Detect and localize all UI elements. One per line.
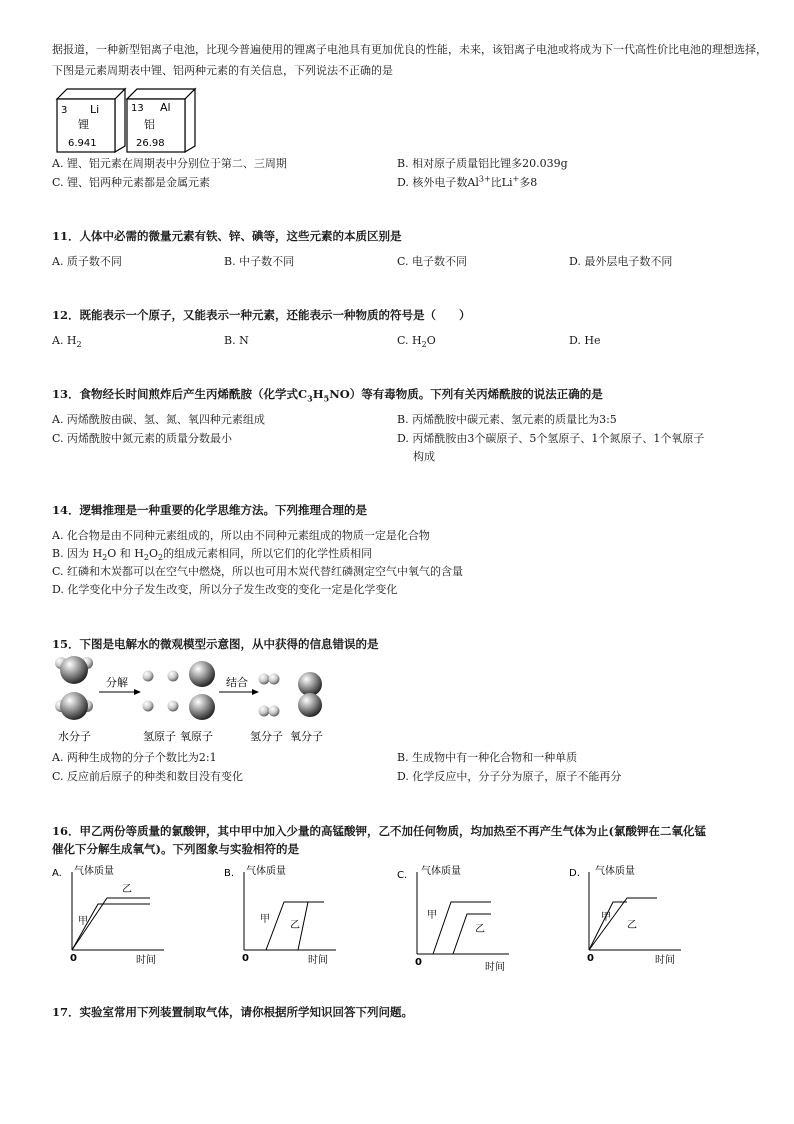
element-card-li [57, 89, 125, 152]
intro-line-1: 据报道，一种新型铝离子电池，比现今普遍使用的锂离子电池具有更加优良的性能，未来，该铝离子电池或将成为下一代高性价比电池的理想选择， [52, 43, 767, 56]
arrow-label-decompose: 分解 [106, 676, 128, 689]
graph-option-label: A. [52, 868, 62, 879]
q16-graph-d [569, 862, 689, 968]
al-name: 铝 [144, 118, 155, 131]
graph-y-label: 气体质量 [246, 866, 286, 877]
q15-option-d: D. 化学反应中，分子分为原子，原子不能再分 [397, 770, 622, 783]
al-symbol: Al [160, 101, 171, 114]
label-oxygen-molecule: 氧分子 [290, 730, 323, 743]
oxygen-molecule [298, 672, 322, 717]
li-number: 3 [61, 105, 68, 116]
q13-stem: 13．食物经长时间煎炸后产生丙烯酰胺（化学式$C_3H_5NO$）等有毒物质。下列有关丙烯酰胺的说法正确的是 [52, 387, 603, 404]
q16-stem-line-2: 催化下分解生成氧气)。下列图象与实验相符的是 [52, 842, 299, 856]
label-oxygen-atom: 氧原子 [180, 730, 213, 743]
al-number: 13 [131, 103, 144, 114]
q11-option-c: C. 电子数不同 [397, 255, 468, 268]
graph-label-yi: 乙 [627, 920, 637, 931]
electrolysis-diagram [52, 654, 342, 746]
water-molecule-bottom [55, 692, 93, 720]
al-mass: 26.98 [136, 138, 165, 149]
intro-line-2: 下图是元素周期表中锂、铝两种元素的有关信息，下列说法不正确的是 [52, 64, 393, 77]
q12-option-c: C. $H_2O$ [397, 334, 436, 350]
hydrogen-atoms [143, 671, 179, 712]
graph-label-yi: 乙 [290, 920, 300, 931]
graph-label-jia: 甲 [260, 914, 270, 925]
q16-graph-b [224, 862, 344, 968]
oxygen-atoms [189, 661, 215, 720]
graph-label-jia: 甲 [601, 912, 611, 923]
q14-option-a: A. 化合物是由不同种元素组成的，所以由不同种元素组成的物质一定是化合物 [52, 529, 430, 542]
graph-label-yi: 乙 [475, 924, 485, 935]
label-hydrogen-molecule: 氢分子 [250, 730, 283, 743]
q15-stem: 15．下图是电解水的微观模型示意图，从中获得的信息错误的是 [52, 637, 379, 651]
q11-stem: 11．人体中必需的微量元素有铁、锌、碘等，这些元素的本质区别是 [52, 229, 402, 243]
q13-option-a: A. 丙烯酰胺由碳、氢、氮、氧四种元素组成 [52, 413, 265, 426]
q12-stem: 12．既能表示一个原子，又能表示一种元素，还能表示一种物质的符号是（ ） [52, 308, 471, 322]
arrow-label-combine: 结合 [226, 676, 248, 689]
q13-option-c: C. 丙烯酰胺中氮元素的质量分数最小 [52, 432, 233, 445]
li-name: 锂 [78, 118, 89, 131]
q16-graph-c [397, 862, 517, 974]
graph-origin: 0 [587, 953, 594, 964]
graph-origin: 0 [70, 953, 77, 964]
graph-x-label: 时间 [655, 955, 675, 966]
water-molecule-top [55, 656, 93, 684]
graph-option-label: C. [397, 870, 408, 881]
label-water-molecule: 水分子 [58, 730, 91, 743]
q14-option-b: B. 因为 $H_2O$ 和 $H_2O_2$的组成元素相同，所以它们的化学性质相同 [52, 547, 373, 563]
q14-option-d: D. 化学变化中分子发生改变，所以分子发生改变的变化一定是化学变化 [52, 583, 398, 596]
graph-option-label: D. [569, 868, 580, 879]
q16-graph-a [52, 862, 172, 968]
graph-origin: 0 [242, 953, 249, 964]
q15-option-c: C. 反应前后原子的种类和数目没有变化 [52, 770, 244, 783]
q12-option-a: A. $H_2$ [52, 334, 82, 350]
graph-label-jia: 甲 [427, 910, 437, 921]
q16-stem-line-1: 16．甲乙两份等质量的氯酸钾，其中甲中加入少量的高锰酸钾，乙不加任何物质，均加热至不再产生气体为止(氯酸钾在二氧化锰 [52, 824, 706, 838]
q14-stem: 14．逻辑推理是一种重要的化学思维方法。下列推理合理的是 [52, 503, 368, 517]
graph-y-label: 气体质量 [74, 866, 114, 877]
q11-option-a: A. 质子数不同 [52, 255, 122, 268]
li-mass: 6.941 [68, 138, 97, 149]
graph-x-label: 时间 [308, 955, 328, 966]
q10-option-d: D. 核外电子数$Al^{3+}$比Li+多8 [397, 174, 538, 189]
q12-option-d: D. He [569, 334, 601, 347]
hydrogen-molecules [259, 674, 280, 717]
q15-option-b: B. 生成物中有一种化合物和一种单质 [397, 751, 578, 764]
q13-option-b: B. 丙烯酰胺中碳元素、氢元素的质量比为3:5 [397, 413, 617, 426]
q11-option-d: D. 最外层电子数不同 [569, 255, 673, 268]
q13-option-d-line-1: D. 丙烯酰胺由3个碳原子、5个氢原子、1个氮原子、1个氧原子 [397, 432, 705, 445]
graph-y-label: 气体质量 [421, 866, 461, 877]
graph-label-jia: 甲 [78, 916, 88, 927]
q10-option-c: C. 锂、铝两种元素都是金属元素 [52, 176, 211, 189]
graph-option-label: B. [224, 868, 235, 879]
q12-option-b: B. N [224, 334, 249, 347]
q13-option-d-line-2: 构成 [413, 450, 435, 463]
element-cards-figure [52, 84, 202, 154]
graph-x-label: 时间 [485, 962, 505, 973]
q17-stem: 17．实验室常用下列装置制取气体，请你根据所学知识回答下列问题。 [52, 1005, 413, 1019]
q14-option-c: C. 红磷和木炭都可以在空气中燃烧，所以也可用木炭代替红磷测定空气中氧气的含量 [52, 565, 464, 578]
graph-x-label: 时间 [136, 955, 156, 966]
q10-option-b: B. 相对原子质量铝比锂多20.039g [397, 157, 568, 170]
label-hydrogen-atom: 氢原子 [143, 730, 176, 743]
element-card-al [127, 89, 195, 152]
q11-option-b: B. 中子数不同 [224, 255, 295, 268]
graph-label-yi: 乙 [122, 884, 132, 895]
graph-origin: 0 [415, 957, 422, 968]
graph-y-label: 气体质量 [595, 866, 635, 877]
q10-option-a: A. 锂、铝元素在周期表中分别位于第二、三周期 [52, 157, 287, 170]
q15-option-a: A. 两种生成物的分子个数比为2:1 [52, 751, 217, 764]
li-symbol: Li [90, 103, 100, 116]
